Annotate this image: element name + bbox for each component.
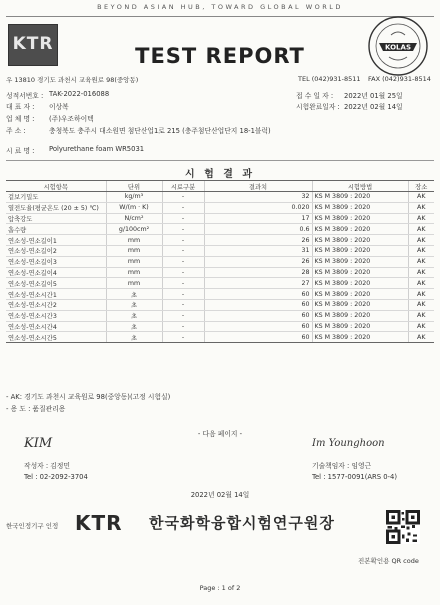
cell-method: KS M 3809 : 2020 — [312, 224, 408, 235]
next-page-marker: - 다음 페이지 - — [197, 430, 243, 438]
cell-location: AK — [408, 245, 434, 256]
institute-tel: TEL (042)931-8511 — [298, 75, 361, 83]
cell-result: 28 — [204, 267, 312, 278]
qr-caption: 진본확인용 QR code — [358, 557, 419, 565]
company-address: 충청북도 충주시 대소원면 첨단산업1로 215 (충주첨단산업단지 18-1블럭) — [49, 127, 271, 135]
cell-result: 0.020 — [204, 202, 312, 213]
cell-unit: kg/m³ — [106, 192, 162, 203]
cell-item: 연소성-연소길이2 — [6, 245, 106, 256]
cell-item: 연소성-연소시간4 — [6, 321, 106, 332]
cell-item: 연소성-연소시간2 — [6, 299, 106, 310]
cell-item: 흡수량 — [6, 224, 106, 235]
cell-sample-type: - — [162, 299, 204, 310]
kolas-seal-icon — [367, 15, 429, 77]
kolas-seal-text: KOLAS — [385, 43, 411, 52]
cell-item: 연소성-연소길이3 — [6, 256, 106, 267]
cell-sample-type: - — [162, 310, 204, 321]
cell-method: KS M 3809 : 2020 — [312, 321, 408, 332]
cell-method: KS M 3809 : 2020 — [312, 310, 408, 321]
cell-location: AK — [408, 332, 434, 343]
cell-item: 연소성-연소시간3 — [6, 310, 106, 321]
cell-sample-type: - — [162, 289, 204, 300]
cell-unit: 초 — [106, 299, 162, 310]
cell-location: AK — [408, 235, 434, 246]
cell-sample-type: - — [162, 202, 204, 213]
cell-item: 연소성-연소시간5 — [6, 332, 106, 343]
cell-sample-type: - — [162, 192, 204, 203]
qr-code-icon — [386, 510, 420, 544]
cell-sample-type: - — [162, 235, 204, 246]
cell-result: 31 — [204, 245, 312, 256]
cell-method: KS M 3809 : 2020 — [312, 299, 408, 310]
cell-method: KS M 3809 : 2020 — [312, 332, 408, 343]
table-row — [6, 224, 434, 235]
table-row — [6, 235, 434, 246]
cell-unit: mm — [106, 278, 162, 289]
cell-unit: g/100cm² — [106, 224, 162, 235]
cell-method: KS M 3809 : 2020 — [312, 213, 408, 224]
column-header-item: 시험항목 — [6, 181, 106, 192]
table-row — [6, 289, 434, 300]
cell-item: 연소성-연소시간1 — [6, 289, 106, 300]
cell-item: 열전도율(평균온도 (20 ± 5) ℃) — [6, 202, 106, 213]
cell-sample-type: - — [162, 278, 204, 289]
cell-location: AK — [408, 213, 434, 224]
received-date-label: 접 수 일 자 : — [296, 92, 334, 100]
cell-unit: mm — [106, 267, 162, 278]
cell-method: KS M 3809 : 2020 — [312, 289, 408, 300]
cell-location: AK — [408, 202, 434, 213]
cell-location: AK — [408, 256, 434, 267]
completed-date: 2022년 02월 14일 — [344, 103, 403, 111]
cell-location: AK — [408, 310, 434, 321]
approver-name: 기술책임자 : 임영근 — [312, 462, 372, 470]
cell-item: 겉보기밀도 — [6, 192, 106, 203]
representative: 이상복 — [49, 103, 69, 111]
cell-result: 60 — [204, 310, 312, 321]
page-number: Page : 1 of 2 — [199, 584, 241, 592]
cell-item: 연소성-연소길이4 — [6, 267, 106, 278]
company-name: (주)우조하이텍 — [49, 115, 94, 123]
table-row — [6, 245, 434, 256]
results-table — [6, 180, 434, 343]
approver-signature: Im Younghoon — [312, 438, 385, 449]
column-header-unit: 단위 — [106, 181, 162, 192]
cell-method: KS M 3809 : 2020 — [312, 256, 408, 267]
note-purpose: - 용 도 : 품질관리용 — [6, 405, 66, 413]
completed-date-label: 시험완료일자 : — [296, 103, 340, 111]
cell-result: 60 — [204, 299, 312, 310]
cell-method: KS M 3809 : 2020 — [312, 245, 408, 256]
column-header-location: 장소 — [408, 181, 434, 192]
received-date: 2022년 01월 25일 — [344, 92, 403, 100]
column-header-method: 시험방법 — [312, 181, 408, 192]
cell-unit: 초 — [106, 310, 162, 321]
table-row — [6, 267, 434, 278]
results-header-row — [6, 181, 434, 192]
cell-unit: 초 — [106, 321, 162, 332]
cell-unit: 초 — [106, 289, 162, 300]
representative-label: 대 표 자 : — [6, 103, 35, 111]
cell-method: KS M 3809 : 2020 — [312, 202, 408, 213]
cell-sample-type: - — [162, 321, 204, 332]
approver-tel: Tel : 1577-0091(ARS 0-4) — [312, 473, 397, 481]
cell-sample-type: - — [162, 224, 204, 235]
cell-unit: mm — [106, 235, 162, 246]
table-row — [6, 332, 434, 343]
cell-method: KS M 3809 : 2020 — [312, 267, 408, 278]
cell-unit: W/(m · K) — [106, 202, 162, 213]
institute-address: 우 13810 경기도 과천시 교육원로 98(중앙동) — [6, 76, 139, 84]
report-title: TEST REPORT — [135, 44, 305, 68]
cell-result: 27 — [204, 278, 312, 289]
cell-location: AK — [408, 278, 434, 289]
cell-location: AK — [408, 267, 434, 278]
table-row — [6, 278, 434, 289]
cell-unit: 초 — [106, 332, 162, 343]
cell-method: KS M 3809 : 2020 — [312, 235, 408, 246]
table-row — [6, 299, 434, 310]
cell-sample-type: - — [162, 267, 204, 278]
cell-result: 17 — [204, 213, 312, 224]
ktr-logo: KTR — [8, 24, 58, 66]
company-label: 업 체 명 : — [6, 115, 35, 123]
institute-name: 한국화학융합시험연구원장 — [149, 514, 335, 532]
sample-name: Polyurethane foam WR5031 — [49, 145, 145, 153]
column-header-result: 결과치 — [204, 181, 312, 192]
section-divider — [6, 160, 434, 161]
writer-name: 작성자 : 김정민 — [24, 462, 71, 470]
table-row — [6, 256, 434, 267]
column-header-sample-type: 시료구분 — [162, 181, 204, 192]
table-row — [6, 321, 434, 332]
report-number-label: 성적서번호 : — [6, 92, 44, 100]
cell-result: 60 — [204, 321, 312, 332]
cell-result: 26 — [204, 256, 312, 267]
cell-method: KS M 3809 : 2020 — [312, 192, 408, 203]
cell-location: AK — [408, 289, 434, 300]
cell-sample-type: - — [162, 256, 204, 267]
header-slogan: BEYOND ASIAN HUB, TOWARD GLOBAL WORLD — [97, 3, 343, 11]
cell-result: 60 — [204, 289, 312, 300]
cell-location: AK — [408, 299, 434, 310]
cell-item: 압축강도 — [6, 213, 106, 224]
cell-location: AK — [408, 192, 434, 203]
writer-tel: Tel : 02-2092-3704 — [24, 473, 88, 481]
table-row — [6, 202, 434, 213]
cell-unit: N/cm² — [106, 213, 162, 224]
report-number: TAK-2022-016088 — [49, 90, 110, 98]
cell-sample-type: - — [162, 332, 204, 343]
ktr-wordmark: KTR — [75, 511, 123, 535]
cell-method: KS M 3809 : 2020 — [312, 278, 408, 289]
cell-result: 0.6 — [204, 224, 312, 235]
cell-item: 연소성-연소길이1 — [6, 235, 106, 246]
issue-date: 2022년 02월 14일 — [190, 491, 250, 499]
table-row — [6, 213, 434, 224]
address-label: 주 소 : — [6, 127, 26, 135]
cell-sample-type: - — [162, 245, 204, 256]
institute-fax: FAX (042)931-8514 — [368, 75, 431, 83]
cell-unit: mm — [106, 256, 162, 267]
cell-location: AK — [408, 224, 434, 235]
results-heading: 시 험 결 과 — [184, 169, 256, 180]
cell-result: 26 — [204, 235, 312, 246]
table-row — [6, 192, 434, 203]
table-row — [6, 310, 434, 321]
cell-unit: mm — [106, 245, 162, 256]
sample-label: 시 료 명 : — [6, 147, 35, 155]
cell-result: 32 — [204, 192, 312, 203]
cell-item: 연소성-연소길이5 — [6, 278, 106, 289]
cell-sample-type: - — [162, 213, 204, 224]
cell-result: 60 — [204, 332, 312, 343]
cell-location: AK — [408, 321, 434, 332]
note-location: - AK: 경기도 과천시 교육원로 98(중앙동)(고정 시험실) — [6, 393, 171, 401]
accreditation-label: 한국인정기구 인정 — [6, 522, 59, 530]
writer-signature: KIM — [24, 436, 53, 451]
